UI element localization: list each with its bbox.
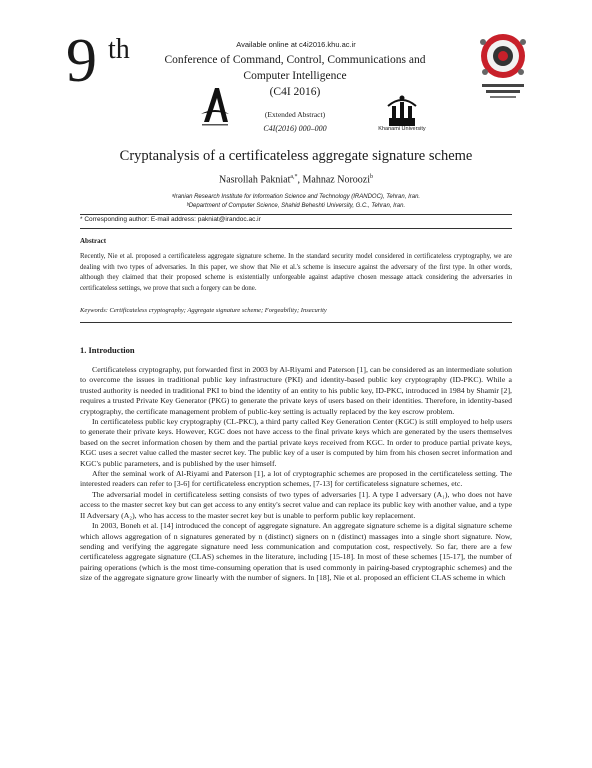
edition-number: 9 — [66, 27, 97, 95]
paragraph: After the seminal work of Al-Riyami and Paterson [1], a lot of cryptographic schemes are proposed in the certificateless setting. The interested readers can refer to [3-6] for certificateless encryption schemes, [7-13] for certificateless signature schemes, etc. — [80, 469, 512, 489]
corresponding-author: * Corresponding author: E-mail address: pakniat@irandoc.ac.ir — [80, 216, 261, 223]
paper-title: Cryptanalysis of a certificateless aggregate signature scheme — [119, 148, 473, 164]
divider-abstract — [80, 322, 512, 323]
author-1-sup: a,* — [290, 174, 298, 180]
section-heading: 1. Introduction — [80, 345, 135, 355]
author-2-sup: b — [370, 174, 374, 180]
conference-line-2: Computer Intelligence — [243, 70, 347, 82]
paper-authors — [0, 174, 592, 185]
divider-corr — [80, 228, 512, 229]
abstract-heading: Abstract — [80, 237, 107, 245]
author-1: Nasrollah Pakniat — [218, 174, 291, 186]
paragraph: In certificateless public key cryptography (CL-PKC), a third party called Key Generation Center (KGC) is still employed to help users to generate their private keys. However, KGC does not have access to the final private keys which are generated by the users themselves based on the secret information chosen by them and the partial private keys received from KGC. In order to produce partial private keys, KGC uses a secret value called the master secret key. The public key of a user is computed by him from his chosen secret information and KGC's public parameters, and is published by the user himself. — [80, 417, 512, 468]
conference-logo-a — [198, 84, 232, 128]
extended-abstract-label: (Extended Abstract) — [264, 110, 326, 119]
affiliation-a: ᵃIranian Research Institute for Information Science and Technology (IRANDOC), Tehran, Iran. — [171, 194, 421, 200]
paragraph: In 2003, Boneh et al. [14] introduced the concept of aggregate signature. An aggregate signature scheme is a digital signature scheme which allows aggregation of n signatures generated by n (distinct) signers on n (distinct) massages into a single short signature. Now, sending and verifying the aggregate signature need less communication and computation cost, respectively. So far, there are a few certificateless aggregate signature (CLAS) schemes in the literature, including [15-18]. In most of these schemes [15-17], the number of pairing operations (which is the most time-consuming operation that is used commonly in pairing-based cryptographic schemes) and the size of the aggregate signature grow linearly with the number of signers. In [18], Nie et al. proposed an efficient CLAS scheme in which — [80, 521, 512, 583]
conference-line-1: Conference of Command, Control, Communications and — [164, 54, 426, 66]
university-name: Khanami University — [378, 126, 426, 132]
conference-seal-icon — [474, 30, 532, 102]
divider-top — [80, 214, 512, 215]
page-range: C4I(2016) 000–000 — [263, 124, 327, 133]
affiliation-b: ᵇDepartment of Computer Science, Shahid Beheshti University, G.C., Tehran, Iran. — [186, 203, 406, 209]
available-online: Available online at c4i2016.khu.ac.ir — [236, 40, 356, 49]
conference-short: (C4I 2016) — [269, 86, 321, 98]
paragraph: Certificateless cryptography, put forwarded first in 2003 by Al-Riyami and Paterson [1], can be considered as an intermediate solution to overcome the issues in traditional public key infrastructure (PKI) and identity-based public key cryptography (ID-PKC). While a trusted authority is needed in traditional PKI to bind the identity of an entity to his public key, ID-PKC, introduced in 1984 by Shamir [2], requires a trusted Private Key Generator (PKG) to generate the private keys of users based on their identities. Therefore, in identity-based cryptography, the certificate management problem of public-key setting is actually replaced by the key escrow problem. — [80, 365, 512, 416]
paragraph: The adversarial model in certificateless setting consists of two types of adversaries [1]. A type I adversary (A₁), who does not have access to the master secret key but can get access to any entity's secret value and can replace its public key with another value, and a type II Adversary (A₂), who has access to the master secret key but is unable to perform public key replacement. — [80, 489, 512, 520]
keywords: Keywords: Certificateless cryptography; Aggregate signature scheme; Forgeability; Insecurity — [80, 307, 327, 314]
abstract-text: Recently, Nie et al. proposed a certificateless aggregate signature scheme. In the standard security model considered in certificateless cryptography, we are dealing with two types of adversaries. In this paper, we show that Nie et al.'s scheme is insecure against the adversary of the first type. In other words, although they claimed that their proposed scheme is existentially unforgeable against adaptive chosen message attack considering the adversaries in certificateless settings, we prove that such a forgery can be done. — [80, 253, 512, 292]
edition-suffix: th — [108, 34, 130, 65]
section-body — [80, 365, 512, 584]
author-2: , Mahnaz Noroozi — [297, 174, 371, 186]
